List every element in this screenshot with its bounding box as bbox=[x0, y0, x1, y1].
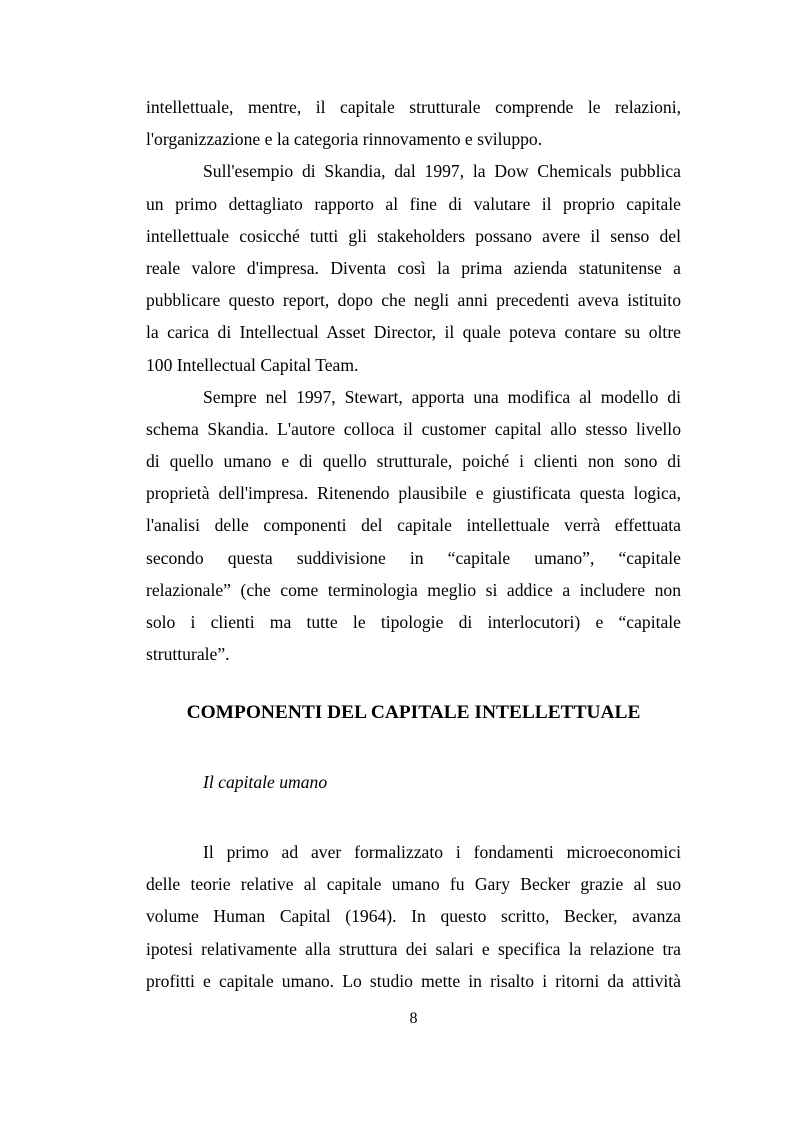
paragraph-line: relazionale” (che come terminologia meglio si addice a includere non bbox=[146, 579, 681, 600]
paragraph bbox=[146, 381, 681, 671]
page-number: 8 bbox=[409, 1010, 418, 1027]
paragraph-line: ipotesi relativamente alla struttura dei salari e specifica la relazione tra bbox=[146, 938, 681, 959]
paragraph-line: volume Human Capital (1964). In questo scritto, Becker, avanza bbox=[146, 906, 681, 927]
subsection-heading: Il capitale umano bbox=[203, 772, 328, 792]
body-text-top bbox=[146, 91, 681, 670]
paragraph-line: secondo questa suddivisione in “capitale umano”, “capitale bbox=[146, 547, 681, 568]
paragraph-line: strutturale”. bbox=[146, 644, 230, 665]
paragraph-line: reale valore d'impresa. Diventa così la prima azienda statunitense a bbox=[146, 257, 681, 278]
paragraph bbox=[146, 155, 681, 380]
paragraph-line: Il primo ad aver formalizzato i fondamenti microeconomici bbox=[203, 842, 681, 862]
paragraph-line: di quello umano e di quello strutturale, poiché i clienti non sono di bbox=[146, 451, 681, 472]
paragraph-line: la carica di Intellectual Asset Director, il quale poteva contare su oltre bbox=[146, 322, 681, 343]
body-text-bottom bbox=[146, 836, 681, 997]
paragraph-line: 100 Intellectual Capital Team. bbox=[146, 354, 359, 375]
paragraph-line: l'analisi delle componenti del capitale intellettuale verrà effettuata bbox=[146, 515, 681, 536]
paragraph-line: delle teorie relative al capitale umano fu Gary Becker grazie al suo bbox=[146, 874, 681, 895]
paragraph-line: Sull'esempio di Skandia, dal 1997, la Dow Chemicals pubblica bbox=[203, 161, 681, 182]
paragraph-line: profitti e capitale umano. Lo studio mette in risalto i ritorni da attività bbox=[146, 970, 681, 991]
paragraph-line: schema Skandia. L'autore colloca il customer capital allo stesso livello bbox=[146, 418, 681, 439]
paragraph-line: proprietà dell'impresa. Ritenendo plausibile e giustificata questa logica, bbox=[146, 483, 681, 504]
paragraph bbox=[146, 836, 681, 997]
section-heading: COMPONENTI DEL CAPITALE INTELLETTUALE bbox=[186, 702, 641, 723]
paragraph-line: l'organizzazione e la categoria rinnovamento e sviluppo. bbox=[146, 129, 543, 150]
paragraph-line: solo i clienti ma tutte le tipologie di interlocutori) e “capitale bbox=[146, 612, 681, 632]
paragraph bbox=[146, 91, 681, 155]
paragraph-line: intellettuale, mentre, il capitale strutturale comprende le relazioni, bbox=[146, 97, 681, 117]
paragraph-line: pubblicare questo report, dopo che negli anni precedenti aveva istituito bbox=[146, 290, 681, 311]
paragraph-line: un primo dettagliato rapporto al fine di valutare il proprio capitale bbox=[146, 193, 681, 214]
paragraph-line: intellettuale cosicché tutti gli stakeholders possano avere il senso del bbox=[146, 225, 681, 246]
paragraph-line: Sempre nel 1997, Stewart, apporta una modifica al modello di bbox=[203, 386, 681, 407]
